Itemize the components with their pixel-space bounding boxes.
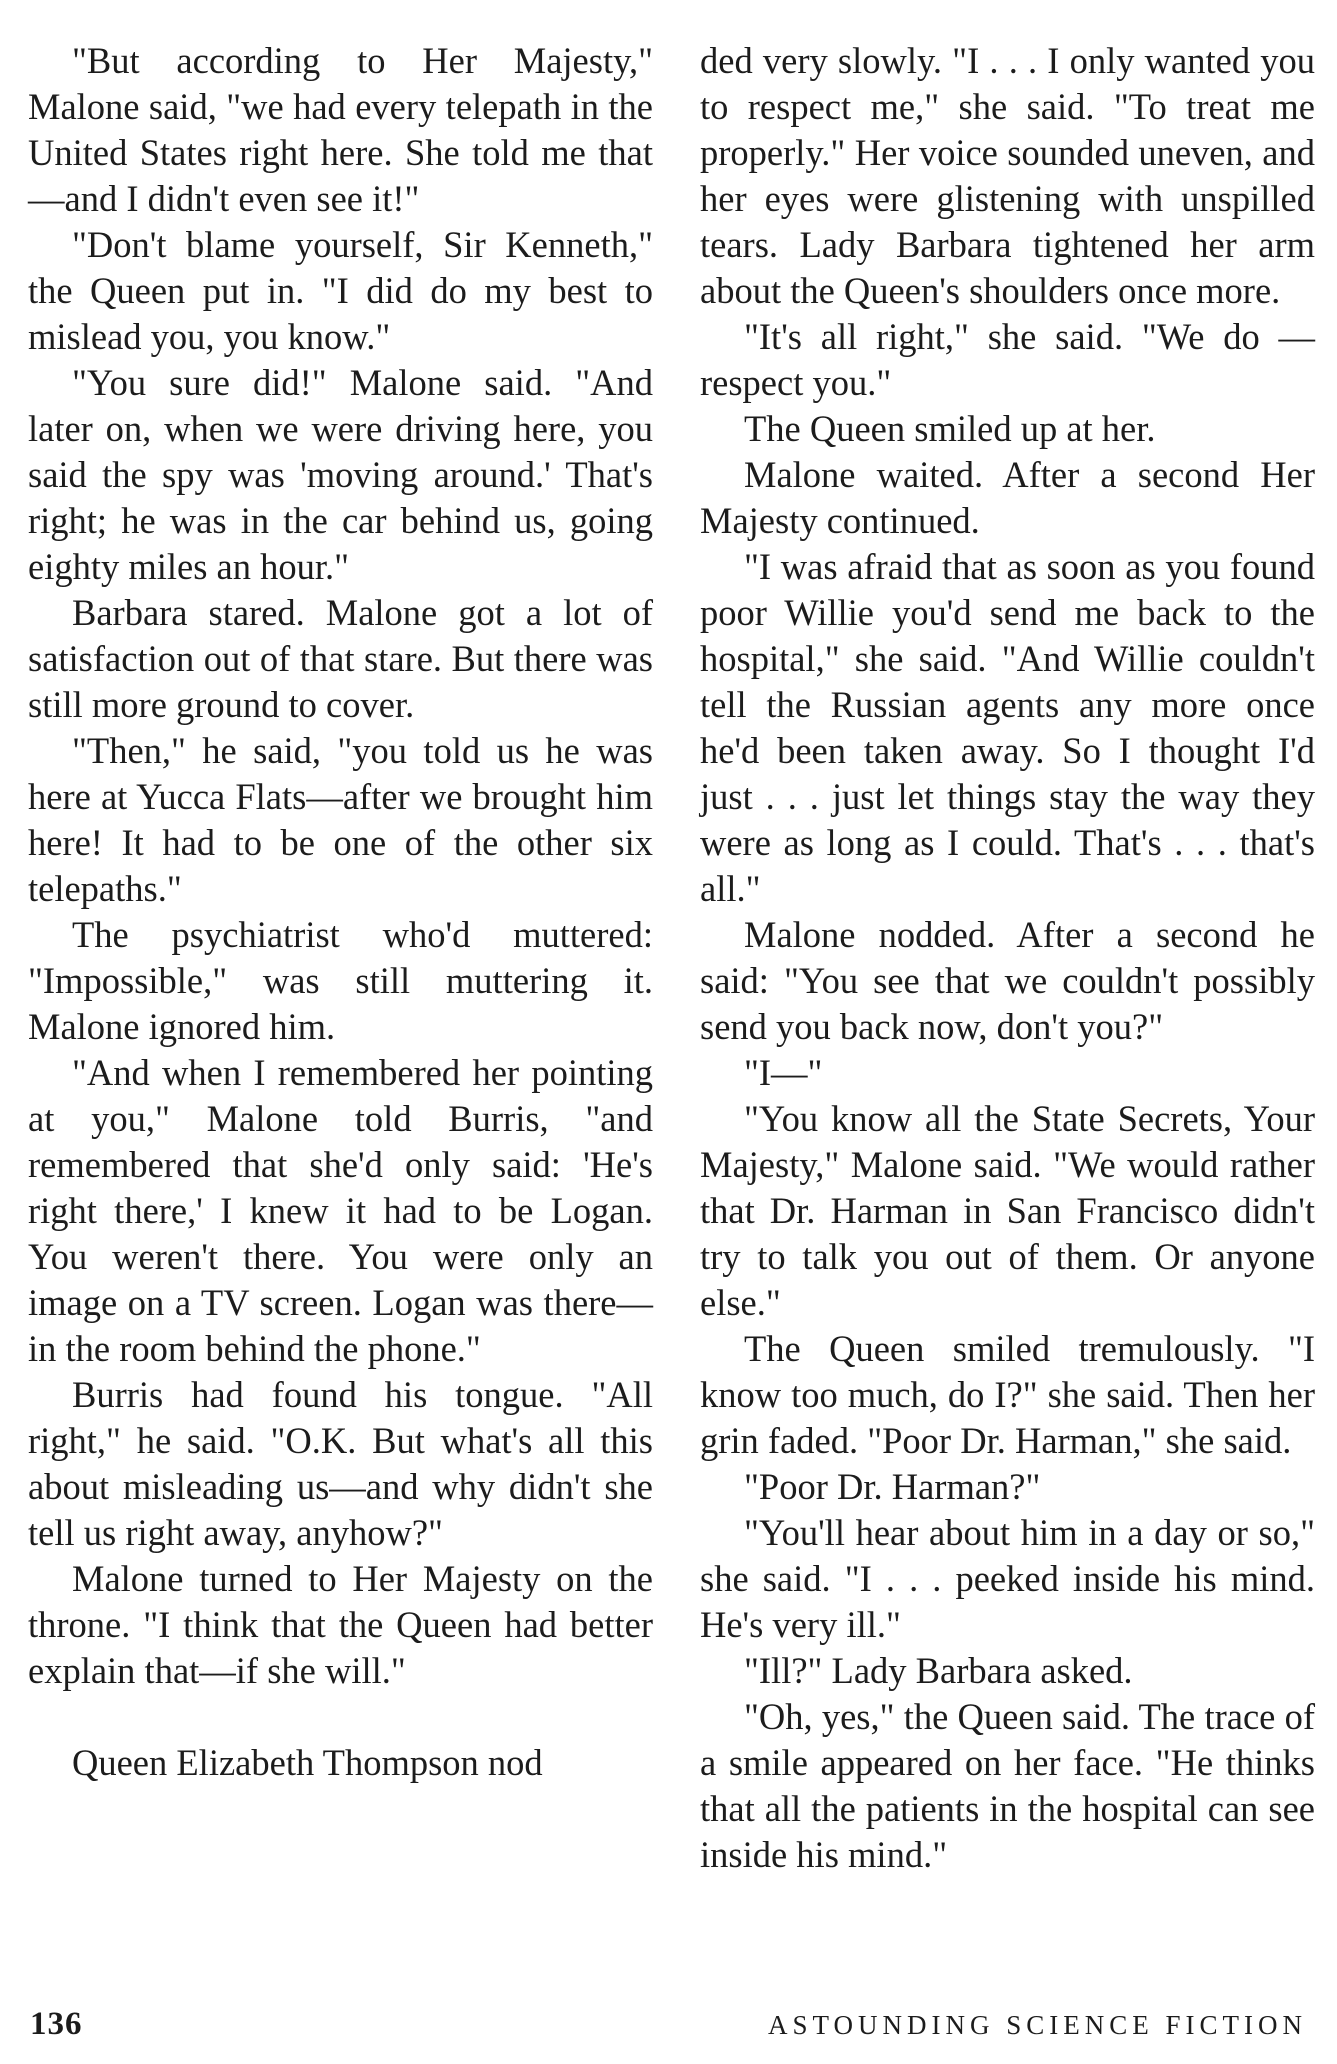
paragraph: "Poor Dr. Harman?" <box>744 1466 1041 1507</box>
right-column <box>700 38 1315 1878</box>
paragraph: "I—" <box>744 1052 823 1093</box>
paragraph: "You sure did!" Malone said. "And later on, when we were driving here, you said the spy was 'moving around.' That's right; he was in the car behind us, going eighty miles an hour." <box>28 362 653 587</box>
paragraph: Malone turned to Her Majesty on the throne. "I think that the Queen had better explain that—if she will." <box>28 1558 653 1691</box>
paragraph: "I was afraid that as soon as you found poor Willie you'd send me back to the hospital," she said. "And Willie couldn't tell the Russian agents any more once he'd been taken away. So I thought I'd just . . . just let things stay the way they were as long as I could. That's . . . that's all." <box>700 546 1315 909</box>
left-column <box>28 38 653 1786</box>
paragraph: The psychiatrist who'd muttered: "Impossible," was still muttering it. Malone ignored him. <box>28 914 653 1047</box>
paragraph: The Queen smiled up at her. <box>744 408 1156 449</box>
paragraph: "Oh, yes," the Queen said. The trace of a smile appeared on her face. "He thinks that all the patients in the hospital can see inside his mind." <box>700 1696 1315 1875</box>
running-title: ASTOUNDING SCIENCE FICTION <box>767 2010 1307 2040</box>
paragraph: Queen Elizabeth Thompson nod <box>72 1742 543 1783</box>
paragraph: The Queen smiled tremulously. "I know too much, do I?" she said. Then her grin faded. "Poor Dr. Harman," she said. <box>700 1328 1315 1461</box>
paragraph: "You'll hear about him in a day or so," she said. "I . . . peeked inside his mind. He's very ill." <box>700 1512 1315 1645</box>
paragraph-continued: ded very slowly. "I . . . I only wanted you to respect me," she said. "To treat me properly." Her voice sounded uneven, and her eyes were glistening with unspilled tears. Lady Barbara tightened her arm about the Queen's shoulders once more. <box>700 40 1315 311</box>
page-footer <box>0 2006 1337 2046</box>
paragraph: "Then," he said, "you told us he was here at Yucca Flats—after we brought him here! It had to be one of the other six telepaths." <box>28 730 653 909</box>
paragraph: "But according to Her Majesty," Malone said, "we had every telepath in the United States right here. She told me that—and I didn't even see it!" <box>28 40 653 219</box>
paragraph: Malone waited. After a second Her Majesty continued. <box>700 454 1315 541</box>
paragraph: "You know all the State Secrets, Your Majesty," Malone said. "We would rather that Dr. Harman in San Francisco didn't try to talk you out of them. Or anyone else." <box>700 1098 1315 1323</box>
page-number: 136 <box>30 2006 83 2042</box>
paragraph: "And when I remembered her pointing at you," Malone told Burris, "and remembered that she'd only said: 'He's right there,' I knew it had to be Logan. You weren't there. You were only an image on a TV screen. Logan was there—in the room behind the phone." <box>28 1052 653 1369</box>
paragraph: Burris had found his tongue. "All right," he said. "O.K. But what's all this about misleading us—and why didn't she tell us right away, anyhow?" <box>28 1374 653 1553</box>
paragraph: "It's all right," she said. "We do —respect you." <box>700 316 1315 403</box>
paragraph: "Don't blame yourself, Sir Kenneth," the Queen put in. "I did do my best to mislead you, you know." <box>28 224 653 357</box>
paragraph: "Ill?" Lady Barbara asked. <box>744 1650 1133 1691</box>
paragraph: Barbara stared. Malone got a lot of satisfaction out of that stare. But there was still more ground to cover. <box>28 592 653 725</box>
paragraph: Malone nodded. After a second he said: "You see that we couldn't possibly send you back now, don't you?" <box>700 914 1315 1047</box>
